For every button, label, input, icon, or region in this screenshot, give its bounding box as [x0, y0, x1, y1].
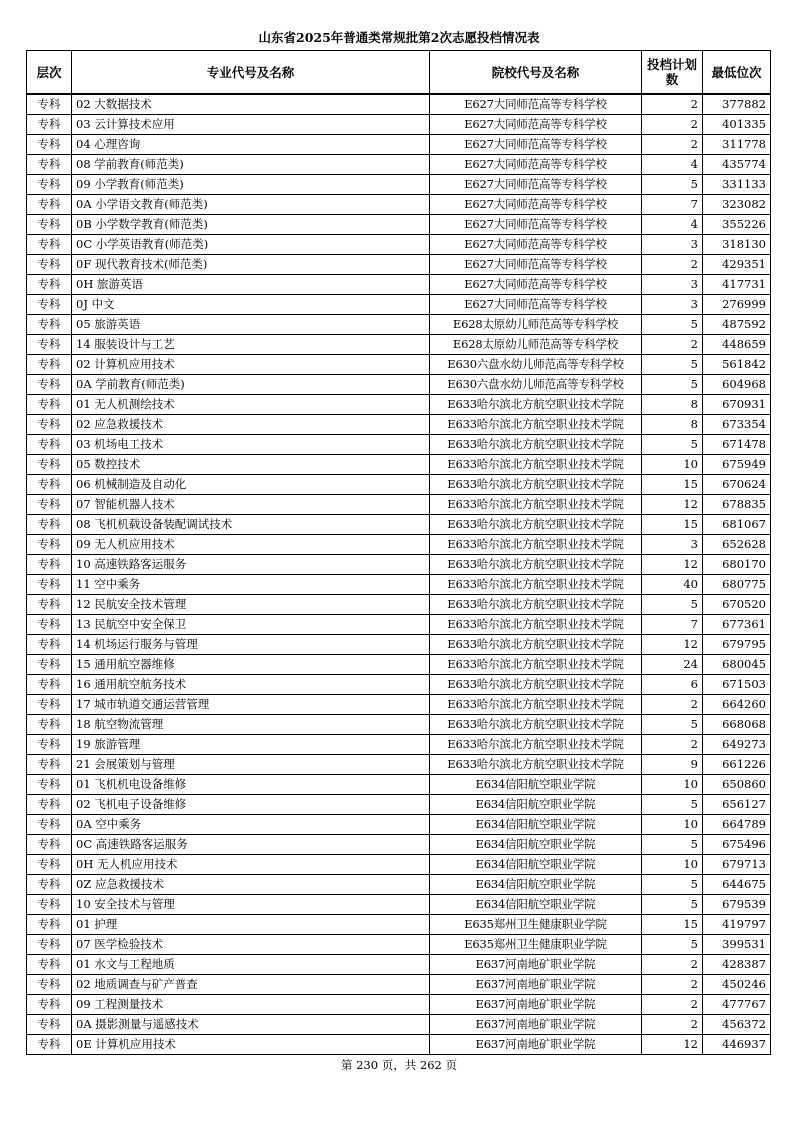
table-row [27, 975, 771, 995]
cell-major: 02 大数据技术 [72, 94, 430, 115]
table-row [27, 235, 771, 255]
cell-school: E627大同师范高等专科学校 [430, 255, 642, 275]
cell-plan: 3 [642, 295, 703, 315]
table-row [27, 775, 771, 795]
cell-major: 0A 学前教育(师范类) [72, 375, 430, 395]
cell-plan: 12 [642, 495, 703, 515]
cell-school: E627大同师范高等专科学校 [430, 235, 642, 255]
cell-rank: 355226 [703, 215, 771, 235]
cell-school: E633哈尔滨北方航空职业技术学院 [430, 655, 642, 675]
cell-major: 14 服装设计与工艺 [72, 335, 430, 355]
cell-major: 06 机械制造及自动化 [72, 475, 430, 495]
cell-plan: 24 [642, 655, 703, 675]
cell-major: 17 城市轨道交通运营管理 [72, 695, 430, 715]
cell-school: E633哈尔滨北方航空职业技术学院 [430, 715, 642, 735]
cell-major: 07 医学检验技术 [72, 935, 430, 955]
cell-level: 专科 [27, 335, 72, 355]
cell-school: E635郑州卫生健康职业学院 [430, 935, 642, 955]
cell-school: E634信阳航空职业学院 [430, 875, 642, 895]
cell-school: E637河南地矿职业学院 [430, 955, 642, 975]
cell-level: 专科 [27, 455, 72, 475]
cell-major: 08 飞机机载设备装配调试技术 [72, 515, 430, 535]
cell-school: E633哈尔滨北方航空职业技术学院 [430, 635, 642, 655]
table-row [27, 94, 771, 115]
cell-major: 0A 摄影测量与遥感技术 [72, 1015, 430, 1035]
cell-level: 专科 [27, 675, 72, 695]
cell-level: 专科 [27, 135, 72, 155]
cell-level: 专科 [27, 275, 72, 295]
cell-plan: 2 [642, 975, 703, 995]
cell-rank: 399531 [703, 935, 771, 955]
cell-rank: 680170 [703, 555, 771, 575]
cell-rank: 604968 [703, 375, 771, 395]
table-row [27, 555, 771, 575]
cell-plan: 5 [642, 875, 703, 895]
table-row [27, 335, 771, 355]
cell-major: 01 护理 [72, 915, 430, 935]
cell-plan: 10 [642, 855, 703, 875]
cell-major: 16 通用航空航务技术 [72, 675, 430, 695]
cell-plan: 15 [642, 475, 703, 495]
table-row [27, 355, 771, 375]
cell-level: 专科 [27, 415, 72, 435]
cell-major: 09 小学教育(师范类) [72, 175, 430, 195]
cell-rank: 681067 [703, 515, 771, 535]
cell-level: 专科 [27, 535, 72, 555]
page-title: 山东省2025年普通类常规批第2次志愿投档情况表 [258, 30, 540, 45]
cell-plan: 9 [642, 755, 703, 775]
cell-level: 专科 [27, 515, 72, 535]
cell-school: E633哈尔滨北方航空职业技术学院 [430, 535, 642, 555]
cell-school: E627大同师范高等专科学校 [430, 195, 642, 215]
cell-school: E635郑州卫生健康职业学院 [430, 915, 642, 935]
cell-level: 专科 [27, 555, 72, 575]
table-row [27, 415, 771, 435]
cell-school: E634信阳航空职业学院 [430, 835, 642, 855]
cell-school: E634信阳航空职业学院 [430, 895, 642, 915]
cell-school: E627大同师范高等专科学校 [430, 175, 642, 195]
cell-rank: 644675 [703, 875, 771, 895]
cell-plan: 2 [642, 735, 703, 755]
cell-rank: 435774 [703, 155, 771, 175]
cell-school: E627大同师范高等专科学校 [430, 275, 642, 295]
table-row [27, 895, 771, 915]
table-row [27, 795, 771, 815]
cell-school: E628太原幼儿师范高等专科学校 [430, 335, 642, 355]
table-row [27, 995, 771, 1015]
cell-level: 专科 [27, 695, 72, 715]
cell-plan: 5 [642, 895, 703, 915]
cell-rank: 650860 [703, 775, 771, 795]
cell-level: 专科 [27, 155, 72, 175]
cell-major: 01 无人机测绘技术 [72, 395, 430, 415]
cell-rank: 679795 [703, 635, 771, 655]
cell-plan: 5 [642, 435, 703, 455]
table-row [27, 455, 771, 475]
table-row [27, 275, 771, 295]
cell-level: 专科 [27, 315, 72, 335]
cell-level: 专科 [27, 895, 72, 915]
cell-rank: 429351 [703, 255, 771, 275]
table-row [27, 615, 771, 635]
cell-rank: 671478 [703, 435, 771, 455]
cell-rank: 446937 [703, 1035, 771, 1055]
cell-major: 0C 小学英语教育(师范类) [72, 235, 430, 255]
cell-major: 0C 高速铁路客运服务 [72, 835, 430, 855]
cell-rank: 419797 [703, 915, 771, 935]
cell-rank: 448659 [703, 335, 771, 355]
cell-school: E627大同师范高等专科学校 [430, 215, 642, 235]
cell-level: 专科 [27, 955, 72, 975]
cell-school: E633哈尔滨北方航空职业技术学院 [430, 575, 642, 595]
cell-level: 专科 [27, 795, 72, 815]
header-level: 层次 [27, 51, 72, 95]
cell-level: 专科 [27, 975, 72, 995]
cell-rank: 331133 [703, 175, 771, 195]
table-row [27, 855, 771, 875]
cell-plan: 5 [642, 175, 703, 195]
cell-level: 专科 [27, 94, 72, 115]
cell-rank: 670931 [703, 395, 771, 415]
cell-rank: 417731 [703, 275, 771, 295]
cell-rank: 561842 [703, 355, 771, 375]
cell-rank: 671503 [703, 675, 771, 695]
cell-level: 专科 [27, 595, 72, 615]
cell-level: 专科 [27, 835, 72, 855]
cell-school: E634信阳航空职业学院 [430, 815, 642, 835]
table-row [27, 155, 771, 175]
table-row [27, 255, 771, 275]
cell-school: E633哈尔滨北方航空职业技术学院 [430, 395, 642, 415]
table-row [27, 635, 771, 655]
table-row [27, 315, 771, 335]
cell-rank: 670520 [703, 595, 771, 615]
cell-rank: 652628 [703, 535, 771, 555]
cell-major: 03 云计算技术应用 [72, 115, 430, 135]
table-row [27, 515, 771, 535]
cell-plan: 5 [642, 835, 703, 855]
cell-major: 09 工程测量技术 [72, 995, 430, 1015]
cell-school: E633哈尔滨北方航空职业技术学院 [430, 495, 642, 515]
cell-major: 12 民航安全技术管理 [72, 595, 430, 615]
cell-major: 07 智能机器人技术 [72, 495, 430, 515]
table-row [27, 955, 771, 975]
cell-plan: 8 [642, 415, 703, 435]
cell-rank: 477767 [703, 995, 771, 1015]
table-row [27, 815, 771, 835]
cell-plan: 2 [642, 94, 703, 115]
cell-level: 专科 [27, 855, 72, 875]
cell-level: 专科 [27, 815, 72, 835]
cell-rank: 456372 [703, 1015, 771, 1035]
cell-school: E633哈尔滨北方航空职业技术学院 [430, 515, 642, 535]
table-row [27, 695, 771, 715]
cell-rank: 677361 [703, 615, 771, 635]
cell-rank: 679539 [703, 895, 771, 915]
cell-major: 02 应急救援技术 [72, 415, 430, 435]
cell-plan: 12 [642, 555, 703, 575]
cell-plan: 5 [642, 795, 703, 815]
table-body [27, 94, 771, 1055]
cell-plan: 3 [642, 235, 703, 255]
cell-major: 0A 小学语文教育(师范类) [72, 195, 430, 215]
cell-rank: 318130 [703, 235, 771, 255]
cell-rank: 679713 [703, 855, 771, 875]
cell-level: 专科 [27, 635, 72, 655]
cell-plan: 5 [642, 715, 703, 735]
cell-plan: 2 [642, 335, 703, 355]
cell-school: E634信阳航空职业学院 [430, 795, 642, 815]
cell-level: 专科 [27, 235, 72, 255]
table-row [27, 835, 771, 855]
cell-level: 专科 [27, 735, 72, 755]
cell-level: 专科 [27, 395, 72, 415]
cell-school: E630六盘水幼儿师范高等专科学校 [430, 355, 642, 375]
cell-school: E637河南地矿职业学院 [430, 975, 642, 995]
cell-rank: 675496 [703, 835, 771, 855]
cell-level: 专科 [27, 935, 72, 955]
cell-plan: 10 [642, 775, 703, 795]
table-row [27, 195, 771, 215]
cell-level: 专科 [27, 215, 72, 235]
cell-major: 05 旅游英语 [72, 315, 430, 335]
cell-school: E633哈尔滨北方航空职业技术学院 [430, 435, 642, 455]
cell-plan: 10 [642, 455, 703, 475]
cell-major: 05 数控技术 [72, 455, 430, 475]
table-row [27, 755, 771, 775]
cell-rank: 276999 [703, 295, 771, 315]
table-row [27, 595, 771, 615]
cell-plan: 2 [642, 1015, 703, 1035]
cell-major: 08 学前教育(师范类) [72, 155, 430, 175]
cell-level: 专科 [27, 715, 72, 735]
cell-school: E633哈尔滨北方航空职业技术学院 [430, 415, 642, 435]
cell-rank: 673354 [703, 415, 771, 435]
cell-major: 0H 旅游英语 [72, 275, 430, 295]
table-row [27, 675, 771, 695]
table-row [27, 1035, 771, 1055]
header-school: 院校代号及名称 [430, 51, 642, 95]
cell-school: E633哈尔滨北方航空职业技术学院 [430, 755, 642, 775]
cell-rank: 401335 [703, 115, 771, 135]
cell-level: 专科 [27, 475, 72, 495]
cell-plan: 5 [642, 355, 703, 375]
cell-rank: 680045 [703, 655, 771, 675]
cell-major: 0J 中文 [72, 295, 430, 315]
cell-rank: 661226 [703, 755, 771, 775]
cell-major: 03 机场电工技术 [72, 435, 430, 455]
cell-major: 14 机场运行服务与管理 [72, 635, 430, 655]
cell-school: E627大同师范高等专科学校 [430, 94, 642, 115]
cell-rank: 668068 [703, 715, 771, 735]
table-row [27, 435, 771, 455]
table-row [27, 375, 771, 395]
cell-level: 专科 [27, 495, 72, 515]
cell-major: 01 水文与工程地质 [72, 955, 430, 975]
cell-rank: 680775 [703, 575, 771, 595]
cell-level: 专科 [27, 115, 72, 135]
table-row [27, 915, 771, 935]
table-row [27, 935, 771, 955]
cell-school: E633哈尔滨北方航空职业技术学院 [430, 695, 642, 715]
cell-major: 0F 现代教育技术(师范类) [72, 255, 430, 275]
cell-plan: 5 [642, 375, 703, 395]
cell-rank: 656127 [703, 795, 771, 815]
cell-plan: 5 [642, 315, 703, 335]
cell-level: 专科 [27, 655, 72, 675]
cell-plan: 4 [642, 215, 703, 235]
cell-school: E633哈尔滨北方航空职业技术学院 [430, 675, 642, 695]
cell-plan: 2 [642, 995, 703, 1015]
cell-major: 0E 计算机应用技术 [72, 1035, 430, 1055]
cell-rank: 670624 [703, 475, 771, 495]
cell-level: 专科 [27, 175, 72, 195]
table-row [27, 535, 771, 555]
cell-level: 专科 [27, 915, 72, 935]
cell-plan: 15 [642, 515, 703, 535]
cell-rank: 487592 [703, 315, 771, 335]
cell-rank: 649273 [703, 735, 771, 755]
cell-school: E633哈尔滨北方航空职业技术学院 [430, 595, 642, 615]
cell-level: 专科 [27, 295, 72, 315]
cell-plan: 8 [642, 395, 703, 415]
cell-plan: 2 [642, 115, 703, 135]
cell-major: 02 飞机电子设备维修 [72, 795, 430, 815]
cell-major: 02 计算机应用技术 [72, 355, 430, 375]
cell-plan: 12 [642, 1035, 703, 1055]
cell-major: 21 会展策划与管理 [72, 755, 430, 775]
table-row [27, 215, 771, 235]
cell-plan: 4 [642, 155, 703, 175]
page-footer: 第 230 页，共 262 页 [340, 1058, 458, 1072]
cell-rank: 664789 [703, 815, 771, 835]
cell-plan: 3 [642, 535, 703, 555]
cell-level: 专科 [27, 755, 72, 775]
cell-rank: 323082 [703, 195, 771, 215]
cell-plan: 12 [642, 635, 703, 655]
cell-plan: 7 [642, 195, 703, 215]
header-plan: 投档计划数 [642, 51, 703, 95]
cell-major: 10 高速铁路客运服务 [72, 555, 430, 575]
cell-plan: 6 [642, 675, 703, 695]
cell-school: E634信阳航空职业学院 [430, 855, 642, 875]
cell-level: 专科 [27, 195, 72, 215]
table-row [27, 735, 771, 755]
cell-major: 01 飞机机电设备维修 [72, 775, 430, 795]
cell-school: E633哈尔滨北方航空职业技术学院 [430, 475, 642, 495]
cell-school: E637河南地矿职业学院 [430, 1015, 642, 1035]
table-row [27, 175, 771, 195]
cell-plan: 2 [642, 955, 703, 975]
cell-plan: 5 [642, 935, 703, 955]
cell-rank: 428387 [703, 955, 771, 975]
cell-level: 专科 [27, 435, 72, 455]
cell-rank: 311778 [703, 135, 771, 155]
cell-major: 18 航空物流管理 [72, 715, 430, 735]
cell-school: E633哈尔滨北方航空职业技术学院 [430, 455, 642, 475]
cell-major: 0B 小学数学教育(师范类) [72, 215, 430, 235]
cell-level: 专科 [27, 995, 72, 1015]
cell-school: E627大同师范高等专科学校 [430, 155, 642, 175]
cell-major: 13 民航空中安全保卫 [72, 615, 430, 635]
table-row [27, 655, 771, 675]
table-row [27, 135, 771, 155]
table-row [27, 115, 771, 135]
cell-plan: 7 [642, 615, 703, 635]
admission-table [26, 50, 771, 1055]
cell-plan: 10 [642, 815, 703, 835]
cell-school: E630六盘水幼儿师范高等专科学校 [430, 375, 642, 395]
cell-rank: 377882 [703, 94, 771, 115]
cell-rank: 678835 [703, 495, 771, 515]
cell-major: 11 空中乘务 [72, 575, 430, 595]
cell-major: 04 心理咨询 [72, 135, 430, 155]
cell-school: E633哈尔滨北方航空职业技术学院 [430, 555, 642, 575]
table-row [27, 475, 771, 495]
cell-major: 0Z 应急救援技术 [72, 875, 430, 895]
cell-school: E627大同师范高等专科学校 [430, 115, 642, 135]
cell-rank: 664260 [703, 695, 771, 715]
table-row [27, 1015, 771, 1035]
cell-plan: 2 [642, 255, 703, 275]
cell-school: E634信阳航空职业学院 [430, 775, 642, 795]
cell-level: 专科 [27, 775, 72, 795]
cell-level: 专科 [27, 375, 72, 395]
cell-school: E633哈尔滨北方航空职业技术学院 [430, 735, 642, 755]
cell-level: 专科 [27, 615, 72, 635]
table-header-row [27, 51, 771, 95]
cell-major: 0A 空中乘务 [72, 815, 430, 835]
cell-major: 02 地质调查与矿产普查 [72, 975, 430, 995]
cell-plan: 5 [642, 595, 703, 615]
table-row [27, 875, 771, 895]
cell-school: E627大同师范高等专科学校 [430, 135, 642, 155]
cell-plan: 2 [642, 695, 703, 715]
cell-school: E633哈尔滨北方航空职业技术学院 [430, 615, 642, 635]
cell-major: 10 安全技术与管理 [72, 895, 430, 915]
cell-major: 15 通用航空器维修 [72, 655, 430, 675]
cell-level: 专科 [27, 1015, 72, 1035]
cell-major: 09 无人机应用技术 [72, 535, 430, 555]
header-rank: 最低位次 [703, 51, 771, 95]
cell-rank: 450246 [703, 975, 771, 995]
cell-plan: 40 [642, 575, 703, 595]
table-row [27, 575, 771, 595]
cell-school: E637河南地矿职业学院 [430, 1035, 642, 1055]
cell-level: 专科 [27, 575, 72, 595]
cell-plan: 15 [642, 915, 703, 935]
cell-major: 19 旅游管理 [72, 735, 430, 755]
cell-plan: 3 [642, 275, 703, 295]
cell-level: 专科 [27, 875, 72, 895]
cell-rank: 675949 [703, 455, 771, 475]
cell-level: 专科 [27, 1035, 72, 1055]
cell-level: 专科 [27, 255, 72, 275]
cell-plan: 2 [642, 135, 703, 155]
cell-major: 0H 无人机应用技术 [72, 855, 430, 875]
cell-level: 专科 [27, 355, 72, 375]
table-row [27, 715, 771, 735]
table-row [27, 295, 771, 315]
header-major: 专业代号及名称 [72, 51, 430, 95]
cell-school: E637河南地矿职业学院 [430, 995, 642, 1015]
cell-school: E628太原幼儿师范高等专科学校 [430, 315, 642, 335]
table-row [27, 495, 771, 515]
table-row [27, 395, 771, 415]
cell-school: E627大同师范高等专科学校 [430, 295, 642, 315]
